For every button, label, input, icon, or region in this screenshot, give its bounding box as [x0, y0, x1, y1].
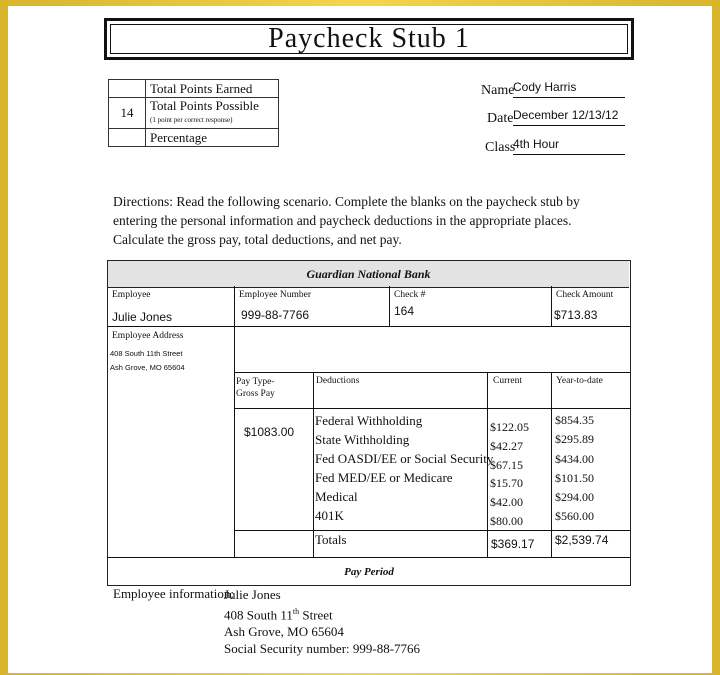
check-number-label: Check # [394, 290, 426, 300]
total-current-value[interactable]: $369.17 [491, 537, 535, 551]
pay-period-label: Pay Period [344, 566, 394, 578]
score-table [108, 79, 279, 147]
deductions-label: Deductions [316, 376, 360, 386]
class-field[interactable]: 4th Hour [513, 137, 625, 155]
ytd-amount[interactable]: $560.00 [555, 509, 594, 524]
points-note: (1 point per correct response) [150, 116, 233, 124]
address-line1[interactable]: 408 South 11th Street [110, 349, 183, 358]
current-amount[interactable]: $15.70 [490, 476, 523, 491]
check-amount-value[interactable]: $713.83 [554, 308, 598, 322]
class-label: Class [485, 140, 516, 155]
bank-name: Guardian National Bank [108, 261, 629, 288]
deduction-item: Medical [315, 489, 358, 504]
ytd-amount[interactable]: $101.50 [555, 470, 594, 485]
date-label: Date [487, 111, 514, 126]
employee-number-value[interactable]: 999-88-7766 [241, 308, 310, 322]
ytd-amount[interactable]: $295.89 [555, 432, 594, 447]
current-amount[interactable]: $67.15 [490, 457, 523, 472]
info-street: 408 South 11th Street [224, 607, 333, 623]
page-title: Paycheck Stub 1 [110, 24, 628, 54]
name-field[interactable]: Cody Harris [513, 80, 625, 98]
gross-pay-value[interactable]: $1083.00 [244, 425, 295, 439]
total-ytd-value[interactable]: $2,539.74 [555, 533, 609, 547]
title-box [104, 18, 634, 60]
name-label: Name [481, 83, 515, 98]
current-amount[interactable]: $42.27 [490, 438, 523, 453]
current-label: Current [493, 376, 523, 386]
current-amount[interactable]: $122.05 [490, 420, 529, 434]
employee-number-label: Employee Number [239, 290, 312, 300]
ytd-amount[interactable]: $294.00 [555, 490, 594, 505]
pay-type-label: Pay Type-Gross Pay [236, 377, 275, 399]
employee-info-label: Employee information: [113, 586, 234, 601]
deductions-list [315, 411, 493, 525]
directions-text: Directions: Read the following scenario. Complete the blanks on the paycheck stub by entering the personal information and paycheck deductions in the appropriate places. Calculate the gross pay, total deductions, and net pay. [113, 194, 580, 247]
current-amount[interactable]: $42.00 [490, 495, 523, 510]
points-possible-label: Total Points Possible [150, 98, 259, 113]
deduction-item: Federal Withholding [315, 413, 423, 428]
ytd-list [555, 411, 594, 527]
info-ssn: Social Security number: 999-88-7766 [224, 641, 421, 657]
date-field[interactable]: December 12/13/12 [513, 108, 625, 126]
points-possible-value: 14 [109, 98, 146, 129]
deduction-item: Fed MED/EE or Medicare [315, 470, 453, 485]
info-name: Julie Jones [224, 587, 281, 602]
ytd-amount[interactable]: $434.00 [555, 451, 594, 466]
ytd-amount[interactable]: $854.35 [555, 413, 594, 427]
deduction-item: 401K [315, 508, 344, 523]
address-label: Employee Address [112, 331, 184, 341]
check-number-value[interactable]: 164 [394, 304, 415, 318]
document-page [8, 6, 712, 673]
points-earned-label: Total Points Earned [146, 80, 279, 98]
check-amount-label: Check Amount [556, 290, 614, 300]
deduction-item: Fed OASDI/EE or Social Security [315, 451, 494, 466]
current-list [490, 418, 529, 531]
percentage-label: Percentage [146, 129, 279, 147]
employee-info-block [224, 586, 420, 657]
employee-value[interactable]: Julie Jones [112, 310, 173, 324]
employee-label: Employee [112, 290, 151, 300]
totals-label: Totals [315, 532, 347, 547]
address-line2[interactable]: Ash Grove, MO 65604 [110, 363, 185, 372]
ytd-label: Year-to-date [556, 376, 603, 386]
deduction-item: State Withholding [315, 432, 410, 447]
info-city: Ash Grove, MO 65604 [224, 624, 344, 640]
current-amount[interactable]: $80.00 [490, 513, 523, 528]
